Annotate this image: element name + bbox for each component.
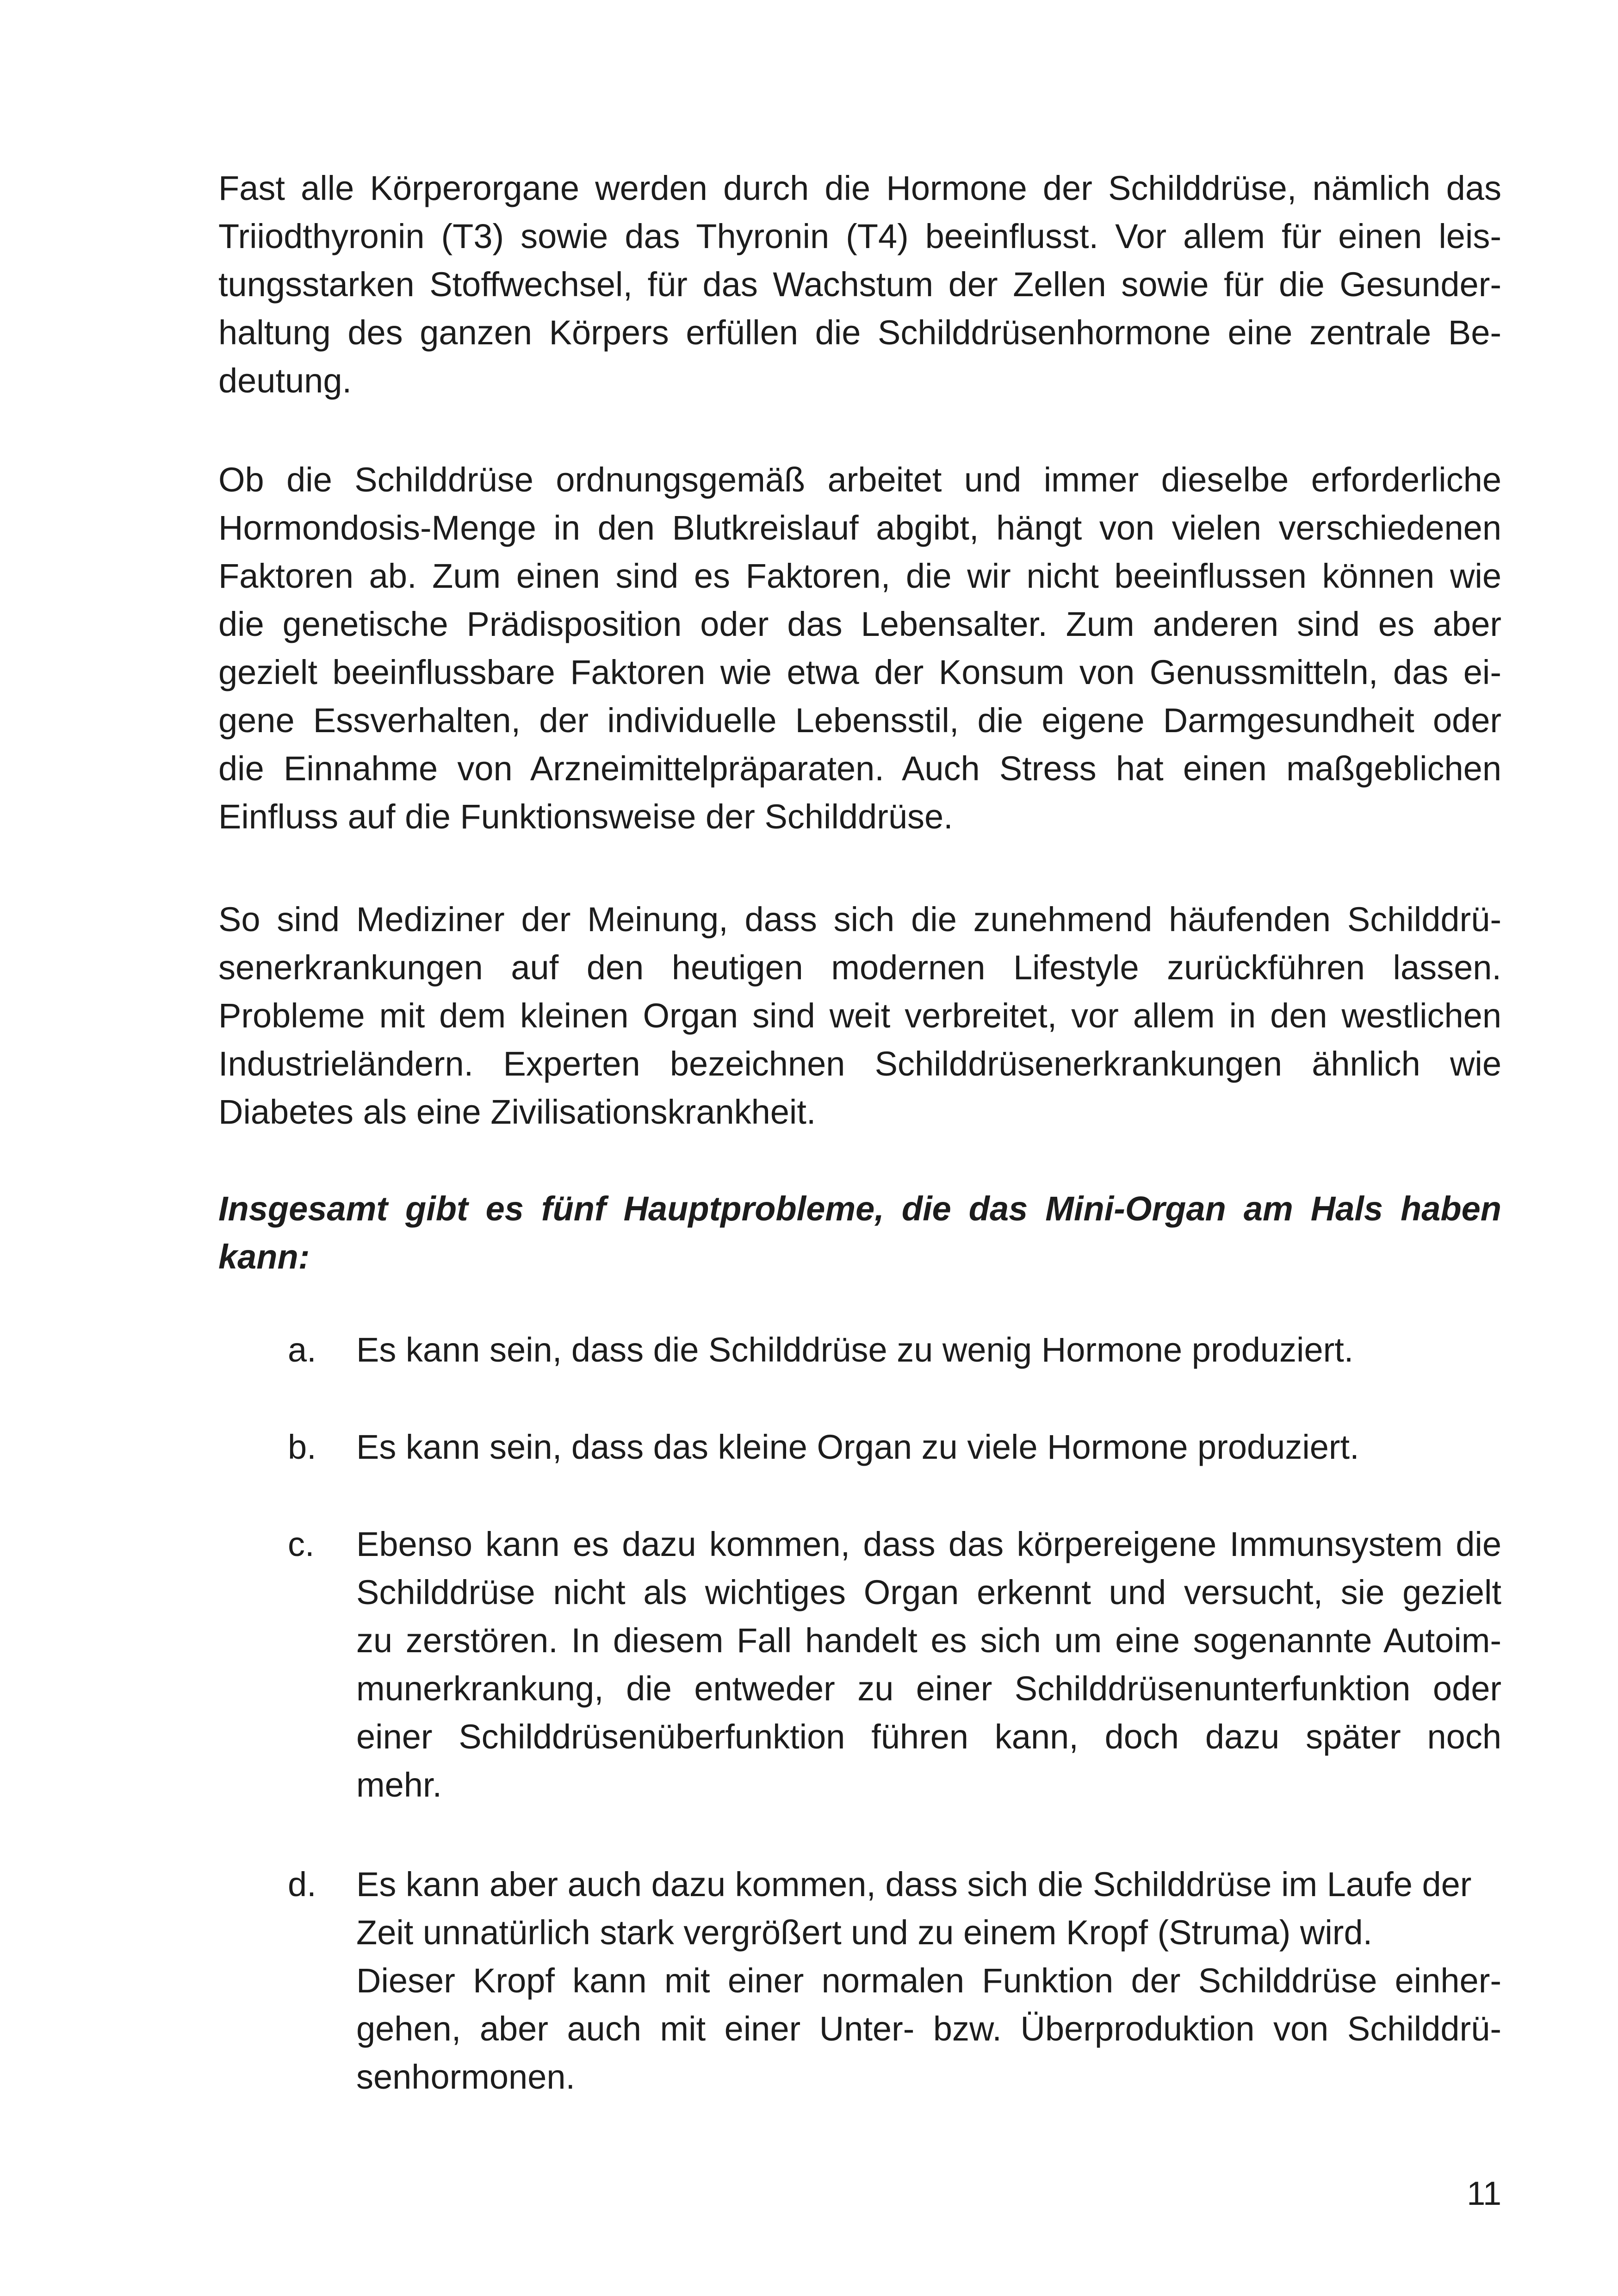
list-marker: c. (288, 1525, 315, 1563)
text-line: Hormondosis-Menge in den Blutkreislauf abgibt, hängt von vielen verschiedenen (218, 509, 1501, 547)
paragraph (218, 896, 1501, 1136)
text-line: deutung. (218, 361, 352, 400)
paragraph (218, 456, 1501, 841)
text-line: Einfluss auf die Funktionsweise der Schilddrüse. (218, 797, 953, 836)
heading-line: kann: (218, 1238, 310, 1276)
text-line: senerkrankungen auf den heutigen modernen Lifestyle zurückführen lassen. (218, 948, 1501, 987)
paragraph (218, 164, 1501, 405)
list-item-text (356, 1423, 1501, 1471)
text-line: senhormonen. (356, 2058, 576, 2096)
text-line: Dieser Kropf kann mit einer normalen Funktion der Schilddrüse einher- (356, 1961, 1501, 2000)
text-line: Zeit unnatürlich stark vergrößert und zu einem Kropf (Struma) wird. (356, 1913, 1373, 1952)
text-line: Triiodthyronin (T3) sowie das Thyronin (T4) beeinflusst. Vor allem für einen leis- (218, 217, 1501, 255)
text-line: die Einnahme von Arzneimittelpräparaten. Auch Stress hat einen maßgeblichen (218, 749, 1501, 788)
list-item-text (356, 1520, 1501, 1809)
text-line: gehen, aber auch mit einer Unter- bzw. Überproduktion von Schilddrü- (356, 2010, 1501, 2048)
text-line: haltung des ganzen Körpers erfüllen die Schilddrüsenhormone eine zentrale Be- (218, 313, 1501, 352)
section-heading (218, 1185, 1501, 1281)
list-item-text (356, 1860, 1501, 2101)
list-marker: b. (288, 1428, 316, 1466)
text-line: Es kann sein, dass die Schilddrüse zu wenig Hormone produziert. (356, 1331, 1354, 1369)
text-line: Ebenso kann es dazu kommen, dass das körpereigene Immunsystem die (356, 1525, 1501, 1563)
text-line: gene Essverhalten, der individuelle Lebensstil, die eigene Darmgesundheit oder (218, 701, 1501, 740)
text-line: Es kann aber auch dazu kommen, dass sich die Schilddrüse im Laufe der (356, 1865, 1472, 1904)
text-line: Diabetes als eine Zivilisationskrankheit. (218, 1093, 816, 1131)
text-line: Faktoren ab. Zum einen sind es Faktoren, die wir nicht beeinflussen können wie (218, 557, 1501, 595)
text-line: die genetische Prädisposition oder das Lebensalter. Zum anderen sind es aber (218, 605, 1501, 643)
text-line: Fast alle Körperorgane werden durch die Hormone der Schilddrüse, nämlich das (218, 169, 1501, 207)
list-marker: a. (288, 1331, 316, 1369)
list-item-text (356, 1326, 1501, 1374)
text-line: Es kann sein, dass das kleine Organ zu viele Hormone produziert. (356, 1428, 1359, 1466)
text-line: Schilddrüse nicht als wichtiges Organ erkennt und versucht, sie gezielt (356, 1573, 1501, 1612)
heading-line: Insgesamt gibt es fünf Hauptprobleme, die das Mini-Organ am Hals haben (218, 1189, 1501, 1228)
text-line: zu zerstören. In diesem Fall handelt es sich um eine sogenannte Autoim- (356, 1621, 1501, 1660)
text-line: So sind Mediziner der Meinung, dass sich die zunehmend häufenden Schilddrü- (218, 900, 1501, 939)
text-line: mehr. (356, 1766, 442, 1804)
text-line: munerkrankung, die entweder zu einer Schilddrüsenunterfunktion oder (356, 1669, 1501, 1708)
text-line: gezielt beeinflussbare Faktoren wie etwa der Konsum von Genussmitteln, das ei- (218, 653, 1501, 691)
page-number: 11 (1467, 2175, 1501, 2212)
text-line: einer Schilddrüsenüberfunktion führen kann, doch dazu später noch (356, 1717, 1501, 1756)
text-line: Ob die Schilddrüse ordnungsgemäß arbeitet und immer dieselbe erforderliche (218, 460, 1501, 499)
list-marker: d. (288, 1865, 316, 1904)
text-line: tungsstarken Stoffwechsel, für das Wachstum der Zellen sowie für die Gesunder- (218, 265, 1501, 304)
text-line: Industrieländern. Experten bezeichnen Schilddrüsenerkrankungen ähnlich wie (218, 1045, 1501, 1083)
text-line: Probleme mit dem kleinen Organ sind weit verbreitet, vor allem in den westlichen (218, 996, 1501, 1035)
